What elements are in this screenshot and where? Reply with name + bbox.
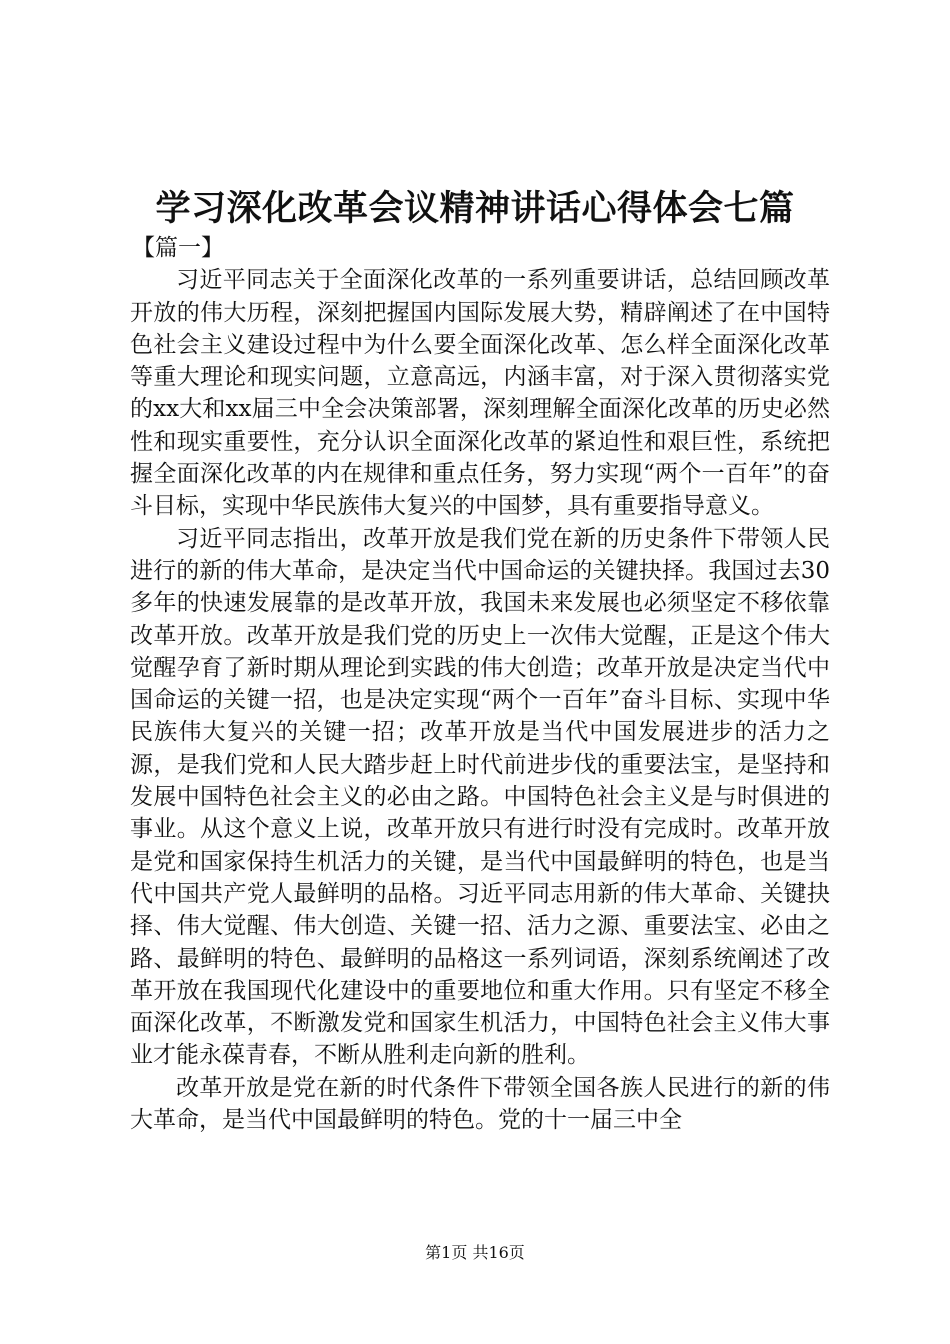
section-label: 【篇一】 — [132, 235, 224, 261]
paragraph-3: 改革开放是党在新的时代条件下带领全国各族人民进行的新的伟大革命，是当代中国最鲜明的特色。党的十一届三中全 — [130, 1074, 830, 1134]
document-title: 学习深化改革会议精神讲话心得体会七篇 — [155, 188, 795, 229]
paragraph-1: 习近平同志关于全面深化改革的一系列重要讲话，总结回顾改革开放的伟大历程，深刻把握国内国际发展大势，精辟阐述了在中国特色社会主义建设过程中为什么要全面深化改革、怎么样全面深化改革等重大理论和现实问题，立意高远，内涵丰富，对于深入贯彻落实党的xx大和xx届三中全会决策部署，深刻理解全面深化改革的历史必然性和现实重要性，充分认识全面深化改革的紧迫性和艰巨性，系统把握全面深化改革的内在规律和重点任务，努力实现“两个一百年”的奋斗目标，实现中华民族伟大复兴的中国梦，具有重要指导意义。 — [130, 267, 830, 520]
document-body — [130, 232, 830, 1136]
page-footer: 第1页 共16页 — [425, 1243, 525, 1262]
paragraph-2: 习近平同志指出，改革开放是我们党在新的历史条件下带领人民进行的新的伟大革命，是决定当代中国命运的关键抉择。我国过去30多年的快速发展靠的是改革开放，我国未来发展也必须坚定不移依靠改革开放。改革开放是我们党的历史上一次伟大觉醒，正是这个伟大觉醒孕育了新时期从理论到实践的伟大创造；改革开放是决定当代中国命运的关键一招，也是决定实现“两个一百年”奋斗目标、实现中华民族伟大复兴的关键一招；改革开放是当代中国发展进步的活力之源，是我们党和人民大踏步赶上时代前进步伐的重要法宝，是坚持和发展中国特色社会主义的必由之路。中国特色社会主义是与时俱进的事业。从这个意义上说，改革开放只有进行时没有完成时。改革开放是党和国家保持生机活力的关键，是当代中国最鲜明的特色，也是当代中国共产党人最鲜明的品格。习近平同志用新的伟大革命、关键抉择、伟大觉醒、伟大创造、关键一招、活力之源、重要法宝、必由之路、最鲜明的特色、最鲜明的品格这一系列词语，深刻系统阐述了改革开放在我国现代化建设中的重要地位和重大作用。只有坚定不移全面深化改革，不断激发党和国家生机活力，中国特色社会主义伟大事业才能永葆青春，不断从胜利走向新的胜利。 — [130, 525, 830, 1069]
